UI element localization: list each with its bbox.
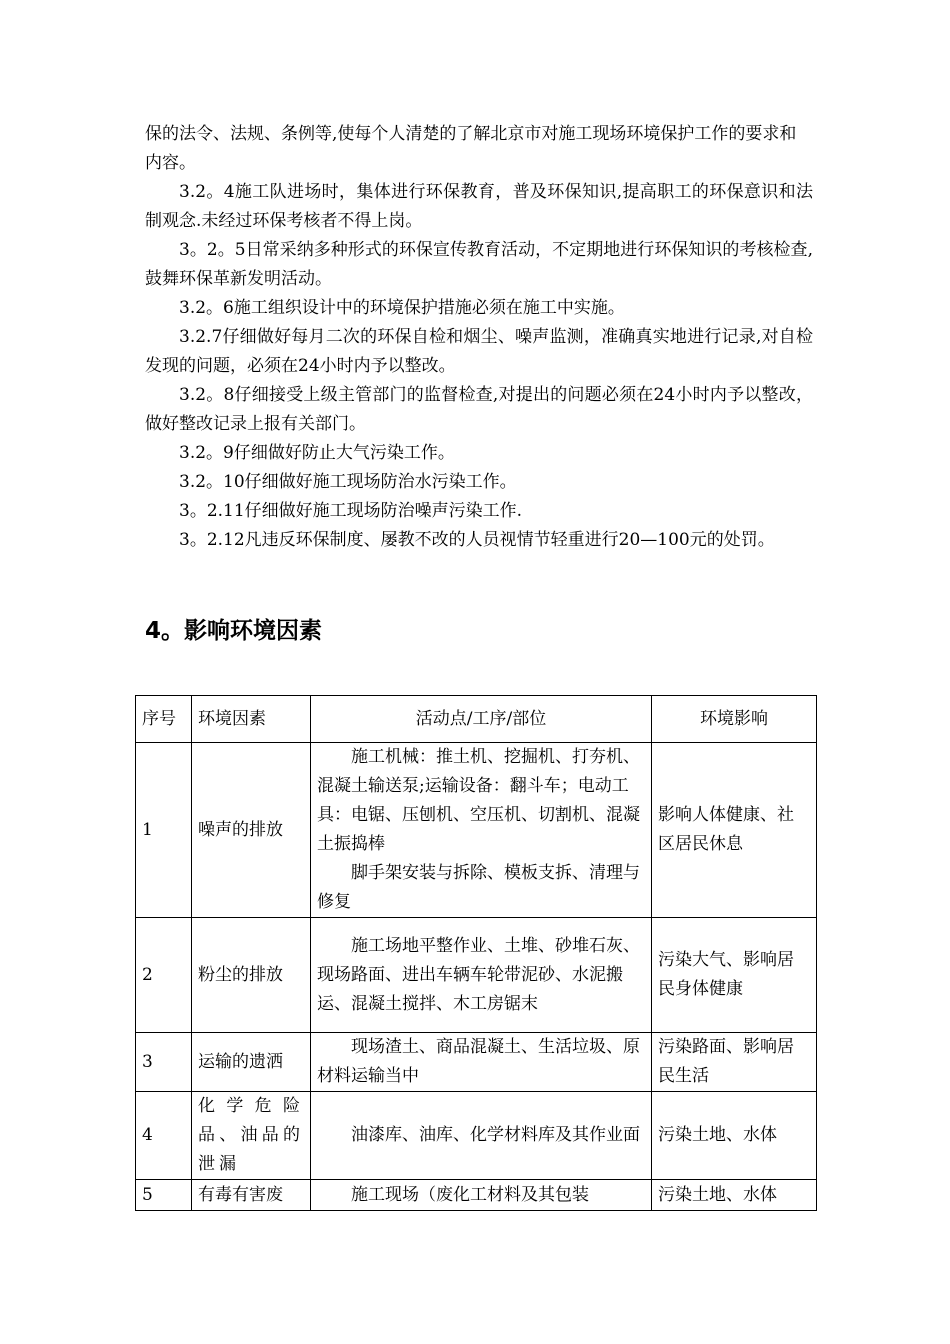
row-factor: 有毒有害废 (192, 1180, 311, 1211)
environment-factors-table (135, 695, 817, 1211)
header-cell-impact: 环境影响 (652, 696, 817, 743)
activity-line: 油漆库、油库、化学材料库及其作业面 (351, 1125, 640, 1145)
row-activity (311, 1092, 652, 1180)
list-item: 3.2。8仔细接受上级主管部门的监督检查,对提出的问题必须在24小时内予以整改，做好整改记录上报有关部门。 (145, 385, 813, 434)
list-item: 3。2。5日常采纳多种形式的环保宣传教育活动，不定期地进行环保知识的考核检查,鼓舞环保革新发明活动。 (145, 240, 813, 289)
row-number: 1 (136, 743, 192, 918)
table-row (136, 1033, 817, 1092)
table-header-row (136, 696, 817, 743)
row-impact: 污染土地、水体 (652, 1180, 817, 1211)
row-number: 4 (136, 1092, 192, 1180)
row-impact: 影响人体健康、社区居民休息 (652, 743, 817, 918)
list-item: 3.2。10仔细做好施工现场防治水污染工作。 (179, 472, 517, 492)
activity-line: 现场渣土、商品混凝土、生活垃圾、原材料运输当中 (317, 1037, 640, 1086)
activity-line: 脚手架安装与拆除、模板支拆、清理与修复 (317, 863, 640, 912)
activity-line: 施工场地平整作业、土堆、砂堆石灰、现场路面、进出车辆车轮带泥砂、水泥搬运、混凝土搅拌、木工房锯末 (317, 935, 640, 1014)
list-item: 3.2。6施工组织设计中的环境保护措施必须在施工中实施。 (179, 298, 625, 318)
header-cell-no: 序号 (136, 696, 192, 743)
list-item: 3.2.7仔细做好每月二次的环保自检和烟尘、噪声监测，准确真实地进行记录,对自检发现的问题，必须在24小时内予以整改。 (145, 327, 813, 376)
list-item: 3。2.11仔细做好施工现场防治噪声污染工作. (179, 501, 523, 521)
row-factor: 运输的遗洒 (192, 1033, 311, 1092)
header-cell-factor: 环境因素 (192, 696, 311, 743)
activity-line: 施工现场（废化工材料及其包装 (351, 1184, 589, 1205)
row-number: 3 (136, 1033, 192, 1092)
row-activity (311, 743, 652, 918)
list-item: 3.2。9仔细做好防止大气污染工作。 (179, 443, 455, 463)
row-factor: 噪声的排放 (192, 743, 311, 918)
row-number: 5 (136, 1180, 192, 1211)
activity-line: 施工机械：推土机、挖掘机、打夯机、混凝土输送泵;运输设备：翻斗车；电动工具：电锯、压刨机、空压机、切割机、混凝土振捣棒 (317, 747, 640, 854)
row-activity (311, 1180, 652, 1211)
header-cell-activity: 活动点/工序/部位 (311, 696, 652, 743)
row-factor: 粉尘的排放 (192, 918, 311, 1033)
row-factor: 化学危险品、油品的泄漏 (192, 1092, 311, 1180)
row-impact: 污染大气、影响居民身体健康 (652, 918, 817, 1033)
list-item: 3.2。4施工队进场时，集体进行环保教育，普及环保知识,提高职工的环保意识和法制观念.未经过环保考核者不得上岗。 (145, 182, 813, 231)
row-activity (311, 918, 652, 1033)
section-heading: 4。影响环境因素 (145, 618, 323, 644)
row-activity (311, 1033, 652, 1092)
table-row (136, 1180, 817, 1211)
row-impact: 污染土地、水体 (652, 1092, 817, 1180)
table-row (136, 743, 817, 918)
row-number: 2 (136, 918, 192, 1033)
table-row (136, 918, 817, 1033)
intro-paragraph: 保的法令、法规、条例等,使每个人清楚的了解北京市对施工现场环境保护工作的要求和内容。 (145, 124, 797, 173)
regulation-list (145, 178, 813, 555)
table-row (136, 1092, 817, 1180)
row-impact: 污染路面、影响居民生活 (652, 1033, 817, 1092)
list-item: 3。2.12凡违反环保制度、屡教不改的人员视情节轻重进行20—100元的处罚。 (179, 530, 775, 550)
